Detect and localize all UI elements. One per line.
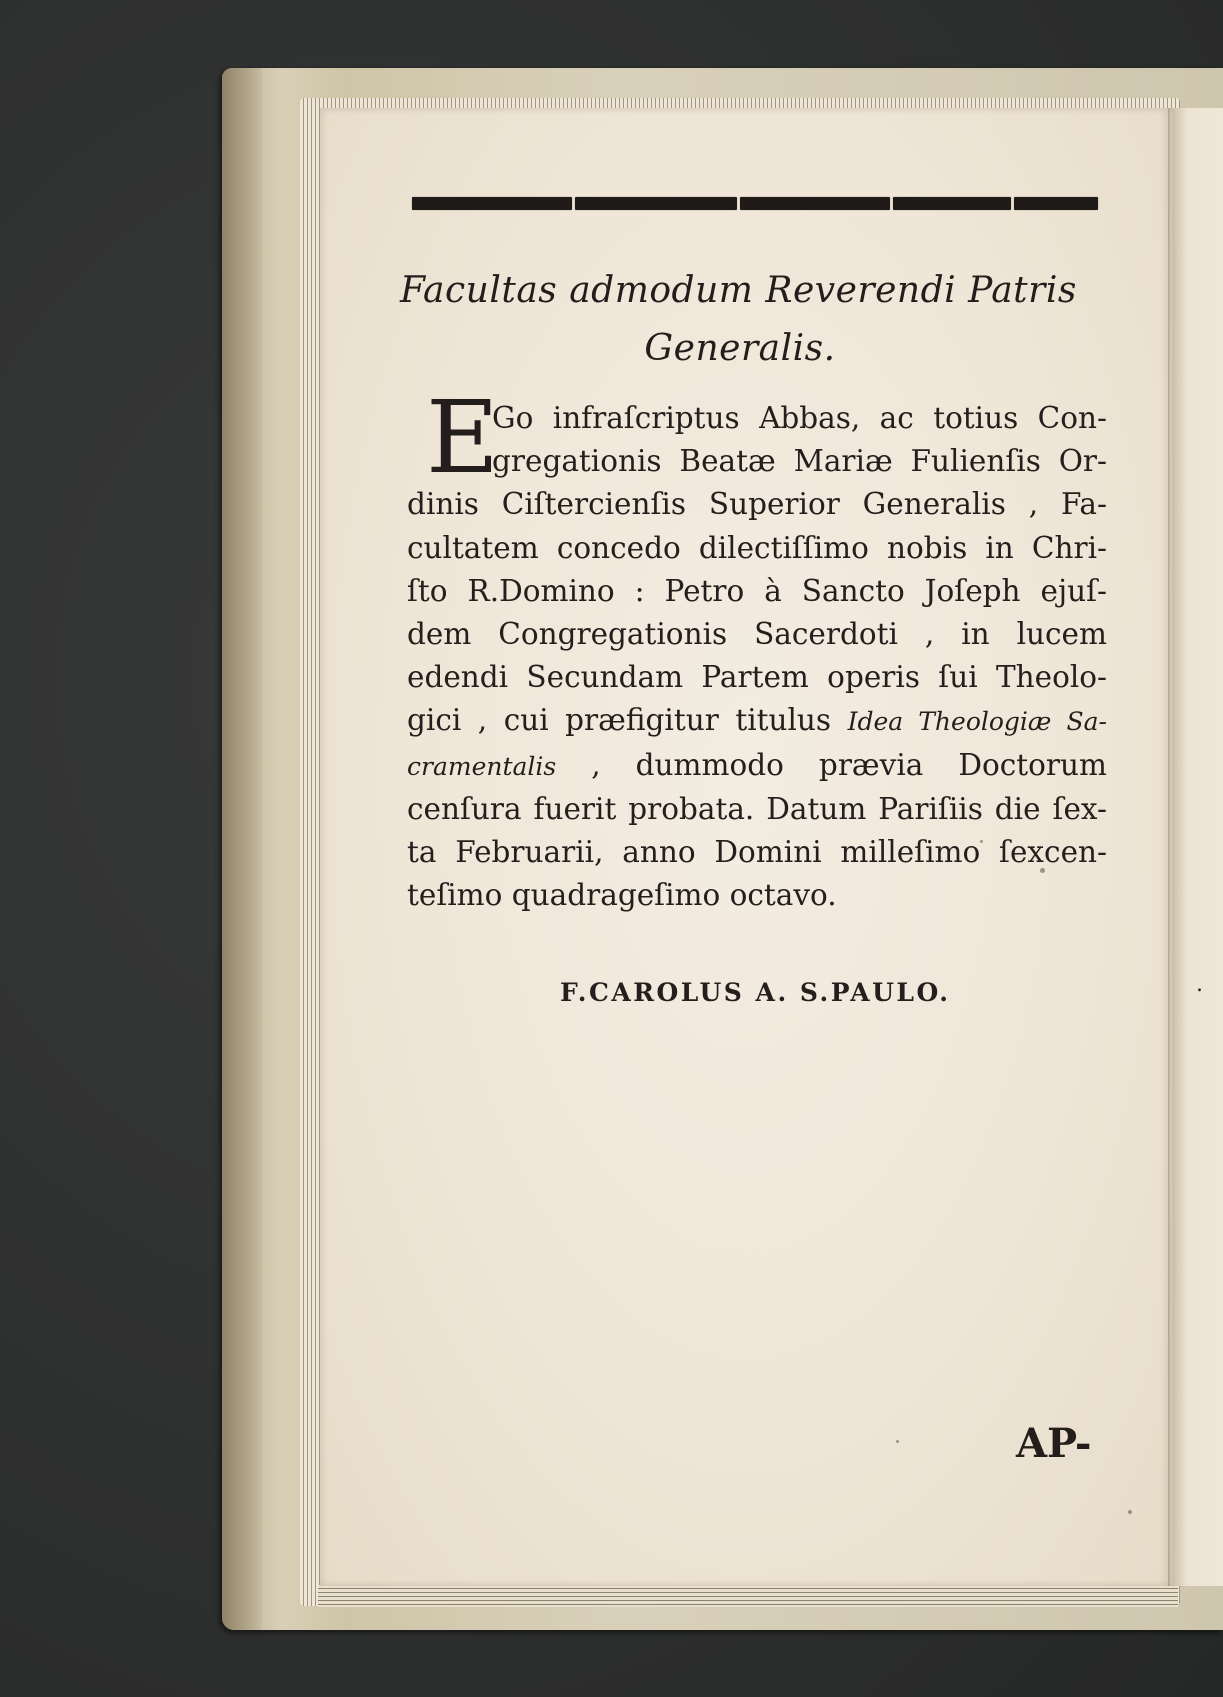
paper-speck <box>896 1440 899 1443</box>
cover-spine <box>222 68 262 1630</box>
body-line-5: ſto R.Domino : Petro à Sancto Joſeph ejuſ- <box>407 573 1107 608</box>
paper-speck <box>1100 760 1102 762</box>
signature: F.CAROLUS A. S.PAULO. <box>560 978 951 1007</box>
head-rule-ornament <box>412 194 1102 212</box>
paper-speck <box>980 840 983 843</box>
body-line-9 <box>407 744 1107 788</box>
body-text <box>407 397 1107 917</box>
body-line-8 <box>407 699 1107 743</box>
body-line-4: cultatem concedo dilectiſſimo nobis in Chri- <box>407 530 1107 565</box>
work-title-part-1: Idea Theologiæ Sa- <box>847 707 1107 737</box>
body-line-3: dinis Ciſtercienſis Superior Generalis , Fa- <box>407 487 1107 522</box>
body-line-12: teſimo quadrageſimo octavo. <box>407 878 837 913</box>
rule-segment <box>575 197 737 210</box>
rule-segment <box>893 197 1011 210</box>
drop-cap: E <box>426 379 499 496</box>
rule-segment <box>1014 197 1098 210</box>
page-edges-bottom <box>318 1585 1178 1607</box>
facing-page <box>1172 108 1223 1586</box>
rule-segment <box>412 197 572 210</box>
body-line-7: edendi Secundam Partem operis ſui Theolo- <box>407 660 1107 695</box>
title-line-2: Generalis. <box>644 328 836 369</box>
paper-speck <box>1040 868 1045 873</box>
body-line-2: gregationis Beatæ Mariæ Fulienſis Or- <box>492 444 1107 479</box>
body-line-8-text: gici , cui præfigitur titulus <box>407 703 832 738</box>
body-line-1: Go infraſcriptus Abbas, ac totius Con- <box>492 401 1107 435</box>
page-title <box>400 262 1120 378</box>
body-line-10: cenſura fuerit probata. Datum Pariſiis die ſex- <box>407 791 1107 826</box>
catchword: AP- <box>1016 1420 1092 1467</box>
gutter <box>1168 108 1171 1586</box>
rule-segment <box>740 197 890 210</box>
work-title-part-2: cramentalis <box>407 751 557 781</box>
body-line-9-text: , dummodo prævia Doctorum <box>556 747 1107 782</box>
body-line-6: dem Congregationis Sacerdoti , in lucem <box>407 617 1107 652</box>
body-line-11: ta Februarii, anno Domini milleſimo ſexcen- <box>407 835 1107 870</box>
paper-speck <box>1128 1510 1132 1514</box>
facing-page-mark: . <box>1196 972 1203 997</box>
title-line-1: Facultas admodum Reverendi Patris <box>400 270 1077 311</box>
